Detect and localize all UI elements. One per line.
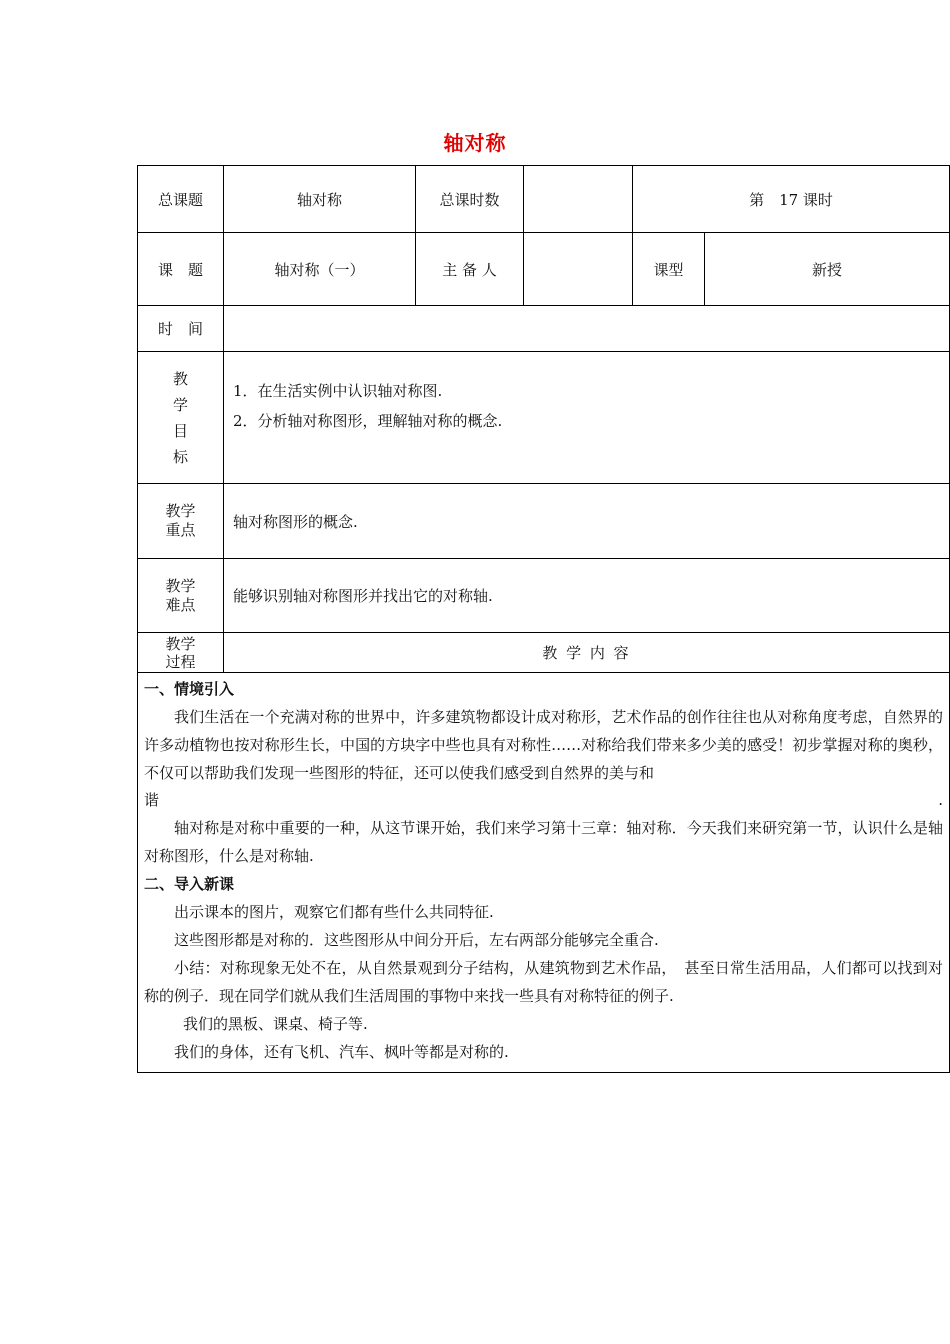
difficulty-content: 能够识别轴对称图形并找出它的对称轴. xyxy=(224,559,950,633)
header-row-1 xyxy=(138,166,950,233)
total-hours-value xyxy=(524,166,633,233)
topic-label: 课 题 xyxy=(138,233,224,306)
preparer-value xyxy=(524,233,633,306)
process-content xyxy=(138,673,950,1073)
paragraph-tail: 谐 . xyxy=(144,791,944,809)
preparer-label: 主 备 人 xyxy=(416,233,524,306)
time-row xyxy=(138,306,950,352)
process-body-row xyxy=(138,673,950,1073)
lesson-number: 第 17 课时 xyxy=(633,166,950,233)
focus-row xyxy=(138,484,950,559)
difficulty-row xyxy=(138,559,950,633)
goal-item: 2．分析轴对称图形，理解轴对称的概念. xyxy=(233,412,503,430)
paragraph: 我们的身体，还有飞机、汽车、枫叶等都是对称的. xyxy=(174,1043,509,1061)
paragraph: 我们生活在一个充满对称的世界中，许多建筑物都设计成对称形，艺术作品的创作往往也从对称角度考虑，自然界的许多动植物也按对称形生长，中国的方块字中些也具有对称性……对称给我们带来多少美的感受！初步掌握对称的奥秒，不仅可以帮助我们发现一些图形的特征，还可以使我们感受到自然界的美与和 xyxy=(144,708,944,782)
process-label: 教学 过程 xyxy=(138,633,224,673)
total-topic-value: 轴对称 xyxy=(224,166,416,233)
section-heading: 二、导入新课 xyxy=(144,875,235,893)
total-hours-label: 总课时数 xyxy=(416,166,524,233)
paragraph: 出示课本的图片，观察它们都有些什么共同特征. xyxy=(174,903,494,921)
topic-value: 轴对称（一） xyxy=(224,233,416,306)
paragraph: 我们的黑板、课桌、椅子等. xyxy=(183,1015,368,1033)
goals-content xyxy=(224,352,950,484)
lesson-plan-table xyxy=(137,165,950,1073)
header-row-2 xyxy=(138,233,950,306)
process-header-row xyxy=(138,633,950,673)
time-label: 时 间 xyxy=(138,306,224,352)
goal-item: 1．在生活实例中认识轴对称图. xyxy=(233,382,443,400)
total-topic-label: 总课题 xyxy=(138,166,224,233)
focus-content: 轴对称图形的概念. xyxy=(224,484,950,559)
process-content-header: 教 学 内 容 xyxy=(224,633,950,673)
section-heading: 一、情境引入 xyxy=(144,680,235,698)
difficulty-label: 教学 难点 xyxy=(138,559,224,633)
goals-row xyxy=(138,352,950,484)
lesson-type-value: 新授 xyxy=(705,233,950,306)
paragraph: 这些图形都是对称的．这些图形从中间分开后，左右两部分能够完全重合. xyxy=(174,931,659,949)
paragraph: 轴对称是对称中重要的一种，从这节课开始，我们来学习第十三章：轴对称．今天我们来研究第一节，认识什么是轴对称图形，什么是对称轴. xyxy=(144,819,944,865)
time-value xyxy=(224,306,950,352)
lesson-type-label: 课型 xyxy=(633,233,705,306)
goals-label: 教 学 目 标 xyxy=(138,352,224,484)
paragraph: 小结：对称现象无处不在，从自然景观到分子结构，从建筑物到艺术作品， 甚至日常生活用品，人们都可以找到对称的例子．现在同学们就从我们生活周围的事物中来找一些具有对称特征的例子. xyxy=(144,959,944,1005)
document-title: 轴对称 xyxy=(443,131,507,155)
focus-label: 教学 重点 xyxy=(138,484,224,559)
